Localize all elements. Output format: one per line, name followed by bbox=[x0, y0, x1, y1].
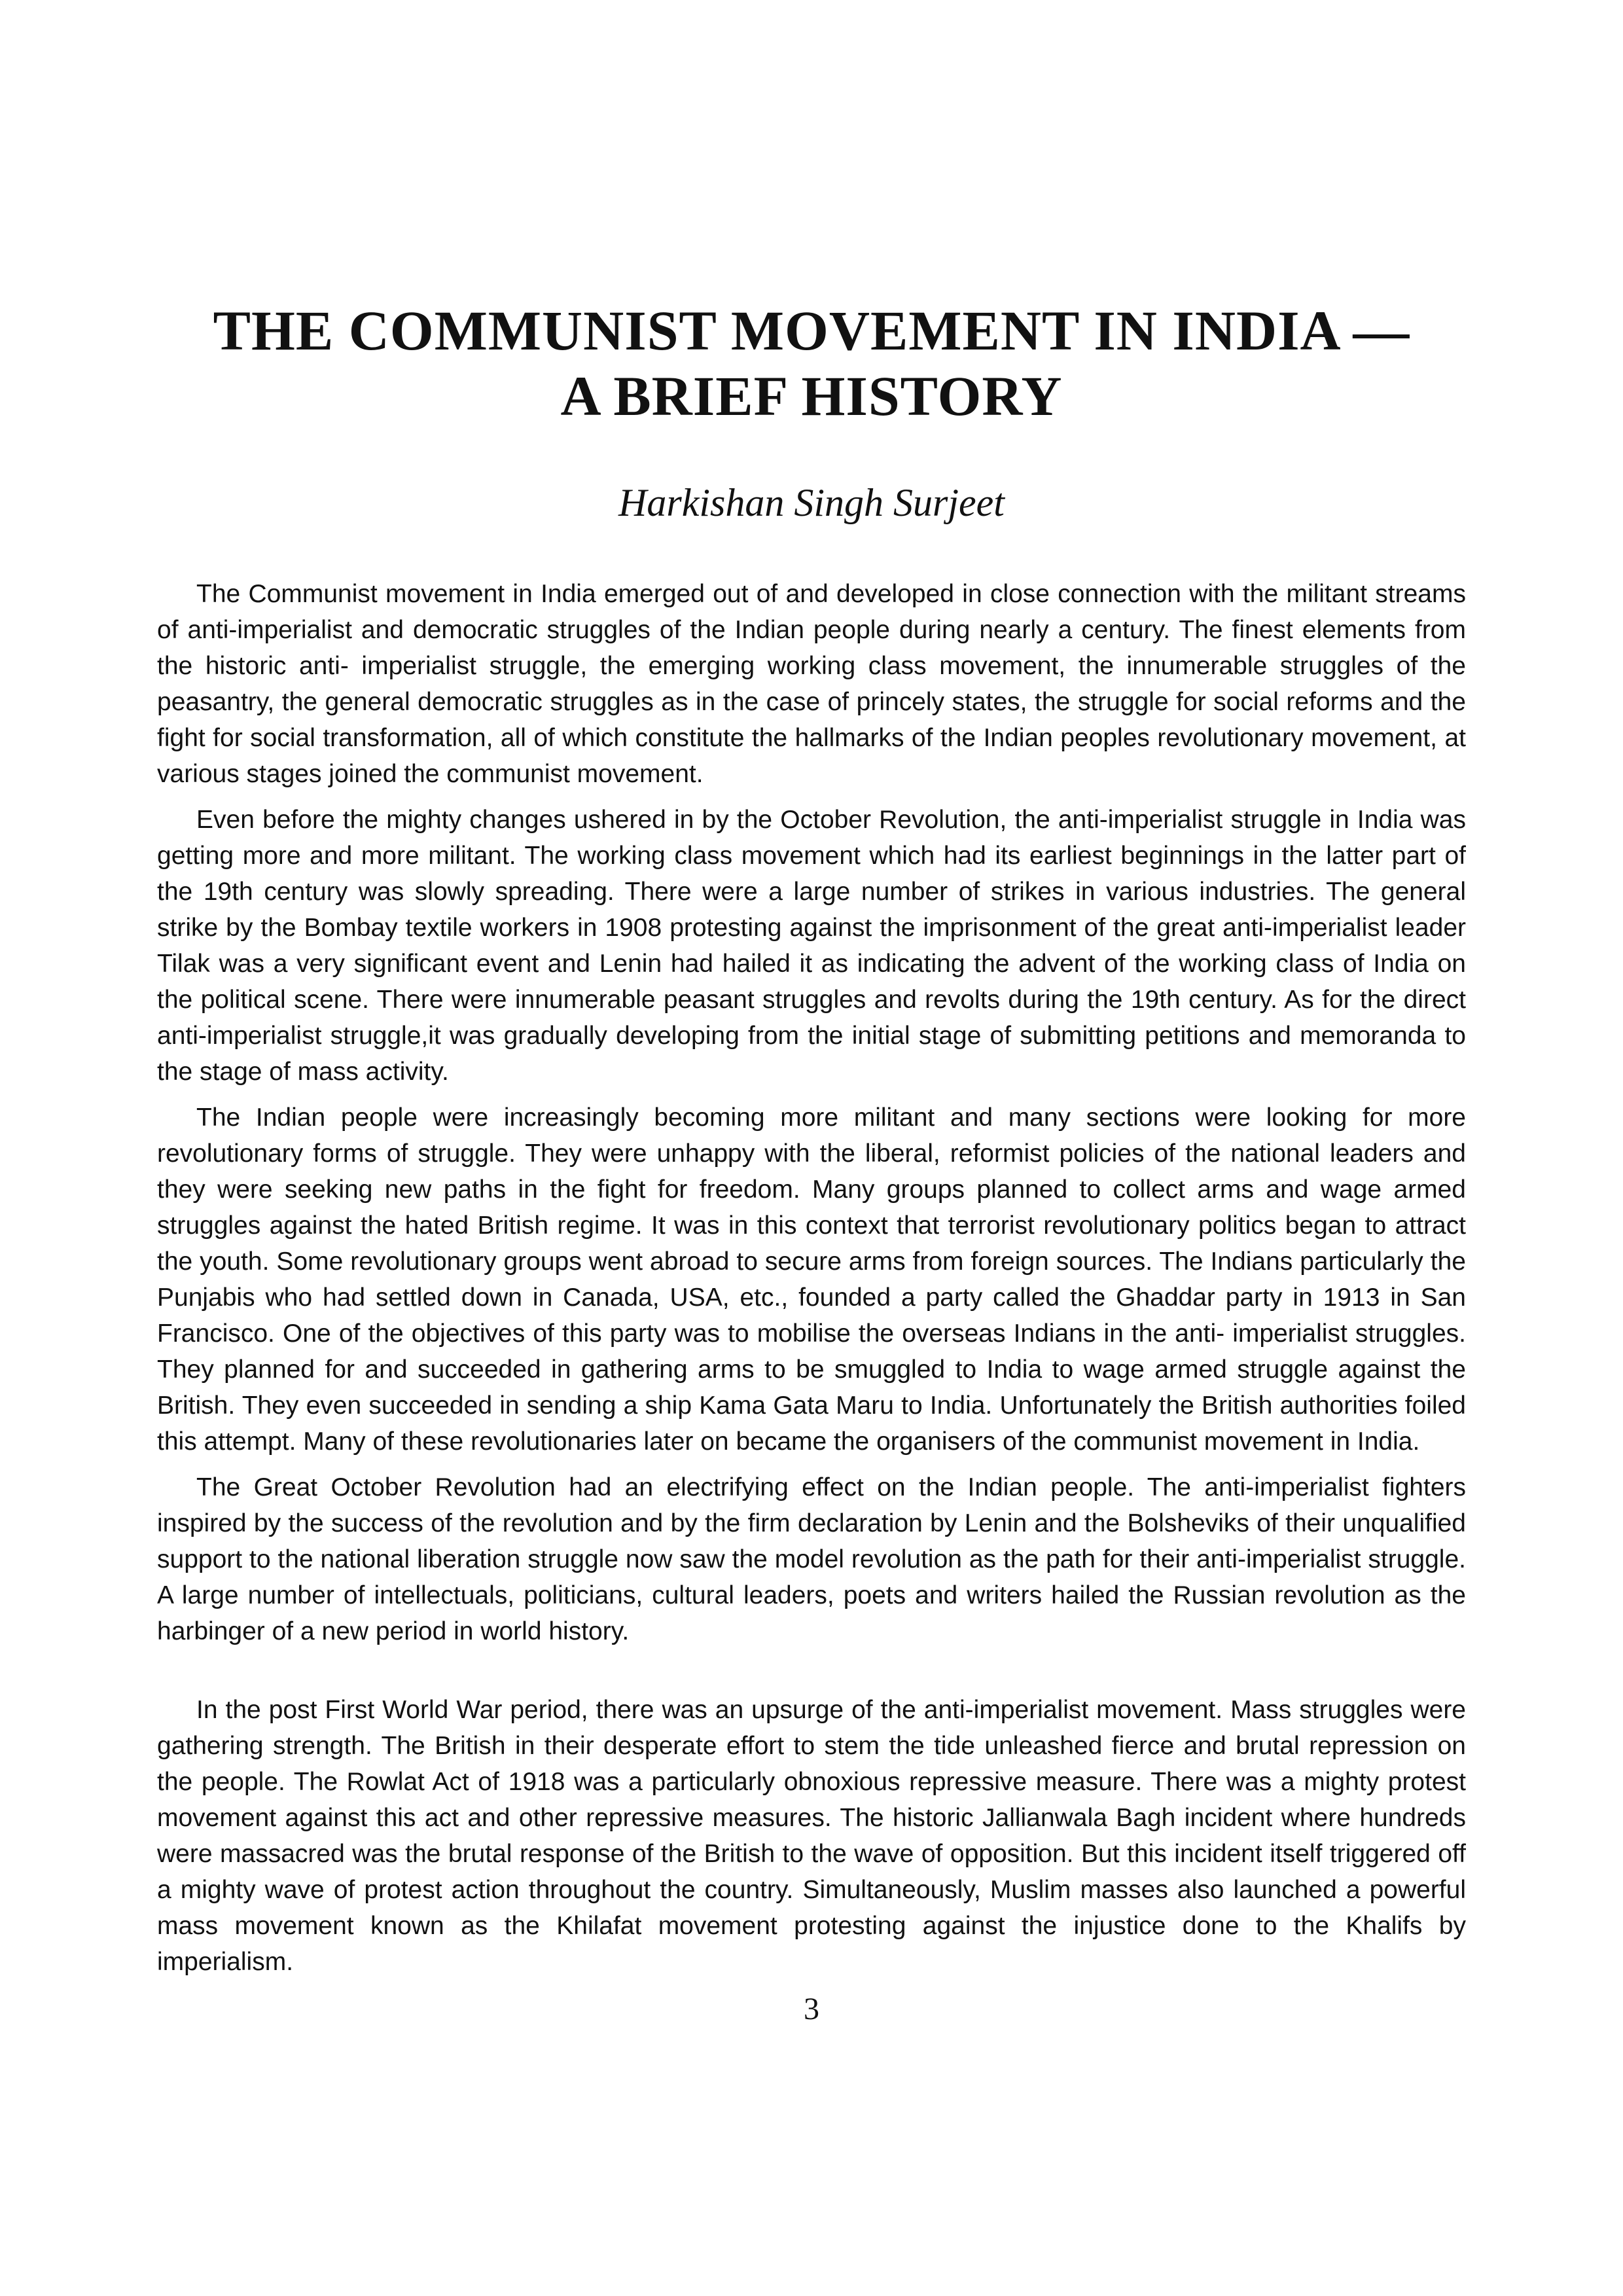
title-line-2: A BRIEF HISTORY bbox=[560, 365, 1063, 427]
paragraph-1: The Communist movement in India emerged out of and developed in close connection with the militant streams of anti-imperialist and democratic struggles of the Indian people during nearly a century. The finest elements from the historic anti- imperialist struggle, the emerging working class movement, the innumerable struggles of the peasantry, the general democratic struggles as in the case of princely states, the struggle for social reforms and the fight for social transformation, all of which constitute the hallmarks of the Indian peoples revolutionary movement, at various stages joined the communist movement. bbox=[157, 580, 1466, 788]
page-number: 3 bbox=[804, 1992, 819, 2026]
title-line-1: THE COMMUNIST MOVEMENT IN INDIA — bbox=[213, 299, 1410, 362]
author-name: Harkishan Singh Surjeet bbox=[618, 481, 1005, 524]
paragraph-2: Even before the mighty changes ushered in by the October Revolution, the anti-imperialist struggle in India was getting more and more militant. The working class movement which had its earliest beginnings in the latter part of the 19th century was slowly spreading. There were a large number of strikes in various industries. The general strike by the Bombay textile workers in 1908 protesting against the imprisonment of the great anti-imperialist leader Tilak was a very significant event and Lenin had hailed it as indicating the advent of the working class of India on the political scene. There were innumerable peasant struggles and revolts during the 19th century. As for the direct anti-imperialist struggle,it was gradually developing from the initial stage of submitting petitions and memoranda to the stage of mass activity. bbox=[157, 806, 1466, 1086]
paragraph-4: The Great October Revolution had an electrifying effect on the Indian people. The anti-imperialist fighters inspired by the success of the revolution and by the firm declaration by Lenin and the Bolsheviks of their unqualified support to the national liberation struggle now saw the model revolution as the path for their anti-imperialist struggle. A large number of intellectuals, politicians, cultural leaders, poets and writers hailed the Russian revolution as the harbinger of a new period in world history. bbox=[157, 1473, 1466, 1645]
paragraph-5: In the post First World War period, there was an upsurge of the anti-imperialist movement. Mass struggles were gathering strength. The British in their desperate effort to stem the tide unleashed fierce and brutal repression on the people. The Rowlat Act of 1918 was a particularly obnoxious repressive measure. There was a mighty protest movement against this act and other repressive measures. The historic Jallianwala Bagh incident where hundreds were massacred was the brutal response of the British to the wave of opposition. But this incident itself triggered off a mighty wave of protest action throughout the country. Simultaneously, Muslim masses also launched a powerful mass movement known as the Khilafat movement protesting against the injustice done to the Khalifs by imperialism. bbox=[157, 1696, 1466, 1976]
paragraph-3: The Indian people were increasingly becoming more militant and many sections were looking for more revolutionary forms of struggle. They were unhappy with the liberal, reformist policies of the national leaders and they were seeking new paths in the fight for freedom. Many groups planned to collect arms and wage armed struggles against the hated British regime. It was in this context that terrorist revolutionary politics began to attract the youth. Some revolutionary groups went abroad to secure arms from foreign sources. The Indians particularly the Punjabis who had settled down in Canada, USA, etc., founded a party called the Ghaddar party in 1913 in San Francisco. One of the objectives of this party was to mobilise the overseas Indians in the anti- imperialist struggles. They planned for and succeeded in gathering arms to be smuggled to India to wage armed struggle against the British. They even succeeded in sending a ship Kama Gata Maru to India. Unfortunately the British authorities foiled this attempt. Many of these revolutionaries later on became the organisers of the communist movement in India. bbox=[157, 1103, 1466, 1456]
